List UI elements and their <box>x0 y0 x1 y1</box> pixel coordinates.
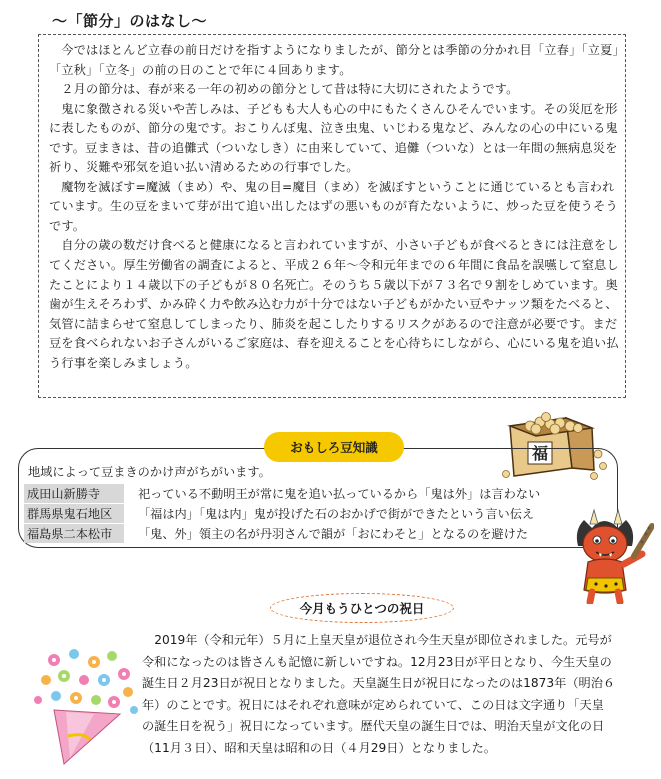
place-label: 群馬県鬼石地区 <box>24 504 124 523</box>
masu-label: 福 <box>531 444 549 463</box>
place-description: 祀っている不動明王が常に鬼を追い払っているから「鬼は外」は言わない <box>138 487 541 501</box>
red-oni-illustration <box>568 506 654 604</box>
essay-paragraph: 自分の歳の数だけ食べると健康になると言われていますが、小さい子どもが食べるときには注意をしてください。厚生労働省の調査によると、平成２６年～令和元年までの６年間に食品を誤嚥して窒息したことにより１４歳以下の子どもが８０名死亡。そのうち５歳以下が７３名で９割をしめています。奥歯が生えそろわず、かみ砕く力や飲み込む力が十分ではない子どもがかたい豆やナッツ類をたべると、気管に詰まらせて窒息してしまったり、肺炎を起こしたりするリスクがあるので注意が必要です。まだ豆を食べられないお子さんがいるご家庭は、春を迎えることを心待ちにしながら、心にいる鬼を追い払う行事を楽しみましょう。 <box>49 238 619 370</box>
place-description: 「福は内」「鬼は内」鬼が投げた石のおかげで街ができたという言い伝え <box>138 507 535 521</box>
essay-paragraph: 今ではほとんど立春の前日だけを指すようになりましたが、節分とは季節の分かれ目「立春」「立夏」「立秋」「立冬」の前の日のことで年に４回あります。 <box>49 43 619 77</box>
trivia-row <box>24 484 541 503</box>
trivia-heading: おもしろ豆知識 <box>264 432 404 462</box>
page-title: ～「節分」のはなし～ <box>52 12 208 30</box>
place-description: 「鬼、外」領主の名が丹羽さんで韻が「おにわそと」となるのを避けた <box>138 527 528 541</box>
flower-bouquet-illustration <box>24 640 146 768</box>
holiday-heading: 今月もうひとつの祝日 <box>270 593 454 623</box>
place-label: 福島県二本松市 <box>24 524 124 543</box>
trivia-row <box>24 504 535 523</box>
setsubun-essay <box>38 34 626 398</box>
holiday-text: 2019年（令和元年）５月に上皇天皇が退位され今生天皇が即位されました。元号が令和になったのは皆さんも記憶に新しいですね。12月23日が平日となり、今生天皇の誕生日２月23日が祝日となりました。天皇誕生日が祝日になったのは1873年（明治６年）のことです。祝日にはそれぞれ意味が定められていて、この日は文字通り「天皇の誕生日を祝う」祝日になっています。歴代天皇の誕生日では、明治天皇が文化の日（11月３日）、昭和天皇は昭和の日（４月29日）となりました。 <box>142 633 616 755</box>
trivia-intro: 地域によって豆まきのかけ声がちがいます。 <box>28 465 271 479</box>
essay-paragraph: 魔物を滅ぼす=魔滅（まめ）や、鬼の目=魔目（まめ）を滅ぼすということに通じているとも言われています。生の豆をまいて芽が出て追い出したはずの悪いものが育たないように、炒った豆を使うそうです。 <box>49 179 618 233</box>
trivia-row <box>24 524 528 543</box>
place-label: 成田山新勝寺 <box>24 484 124 503</box>
essay-paragraph: 鬼に象徴される災いや苦しみは、子どもも大人も心の中にもたくさんひそんでいます。その災厄を形に表したものが、節分の鬼です。おこりんぼ鬼、泣き虫鬼、いじわる鬼など、みんなの心の中にいる鬼です。豆まきは、昔の追儺式（ついなしき）に由来していて、追儺（ついな）とは一年間の無病息災を祈り、災難や邪気を追い払い清めるための行事でした。 <box>49 101 618 175</box>
essay-paragraph: ２月の節分は、春が来る一年の初めの節分として昔は特に大切にされたようです。 <box>61 82 519 97</box>
